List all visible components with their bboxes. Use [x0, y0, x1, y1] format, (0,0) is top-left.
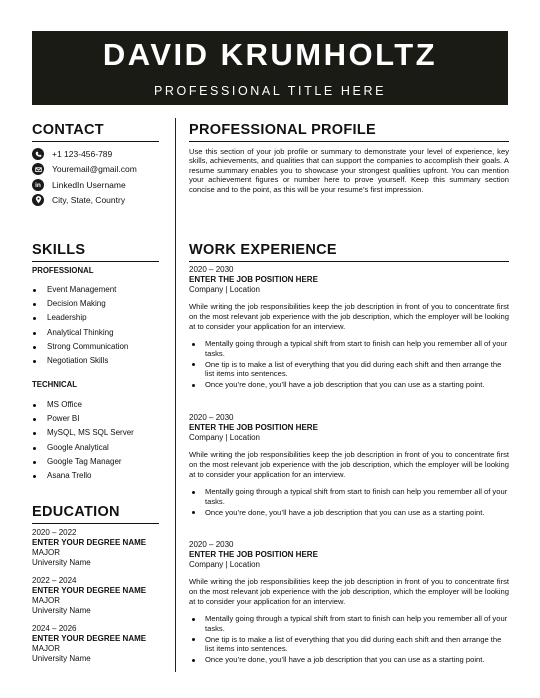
skill-item: MS Office: [32, 398, 134, 412]
job-bullet: Mentally going through a typical shift from start to finish can help you remember all of your tasks.: [189, 339, 509, 358]
job-title: ENTER THE JOB POSITION HERE: [189, 422, 318, 432]
job-entry: [189, 540, 509, 666]
education-rule: [32, 523, 159, 524]
contact-phone-text: +1 123-456-789: [52, 149, 113, 159]
job-bullet: One tip is to make a list of everything that you did during each shift and then arrange the list items into sentences.: [189, 360, 509, 379]
education-entry: [32, 624, 172, 664]
contact-email: [32, 162, 137, 176]
contact-heading: CONTACT: [32, 122, 104, 138]
linkedin-icon: in: [32, 179, 44, 191]
job-company: Company | Location: [189, 559, 261, 569]
experience-heading: WORK EXPERIENCE: [189, 242, 337, 258]
experience-rule: [189, 261, 509, 262]
profile-heading: PROFESSIONAL PROFILE: [189, 122, 377, 138]
job-bullet: One tip is to make a list of everything that you did during each shift and then arrange the list items into sentences.: [189, 635, 509, 654]
skill-item: MySQL, MS SQL Server: [32, 426, 134, 440]
skill-item: Strong Communication: [32, 340, 128, 354]
degree-name: ENTER YOUR DEGREE NAME: [32, 586, 147, 595]
contact-rule: [32, 141, 159, 142]
job-bullet: Once you’re done, you’ll have a job description that you can use as a starting point.: [189, 655, 509, 665]
skill-item: Asana Trello: [32, 469, 134, 483]
contact-location-text: City, State, Country: [52, 195, 126, 205]
job-description: While writing the job responsibilities keep the job description in front of you to concentrate first on the most relevant job experience with the job description, which the employer will be looking at to consider your application for an interview.: [189, 302, 509, 332]
contact-linkedin-text: LinkedIn Username: [52, 180, 126, 190]
job-entry: [189, 265, 509, 391]
professional-skills-list: [32, 283, 128, 368]
job-entry: [189, 413, 509, 519]
degree-name: ENTER YOUR DEGREE NAME: [32, 538, 147, 547]
education-entry: [32, 576, 172, 616]
skill-item: Event Management: [32, 283, 128, 297]
skill-item: Leadership: [32, 311, 128, 325]
degree-major: MAJOR: [32, 548, 60, 557]
contact-location: [32, 193, 125, 207]
university-name: University Name: [32, 606, 91, 615]
skills-professional-label: PROFESSIONAL: [32, 266, 94, 275]
job-company: Company | Location: [189, 284, 261, 294]
education-dates: 2024 – 2026: [32, 624, 77, 633]
degree-major: MAJOR: [32, 596, 60, 605]
column-divider: [175, 118, 176, 672]
contact-email-text: Youremail@gmail.com: [52, 164, 137, 174]
job-dates: 2020 – 2030: [189, 265, 234, 274]
degree-name: ENTER YOUR DEGREE NAME: [32, 634, 147, 643]
skill-item: Negotiation Skills: [32, 354, 128, 368]
job-company: Company | Location: [189, 432, 261, 442]
skill-item: Decision Making: [32, 297, 128, 311]
skill-item: Google Analytical: [32, 441, 134, 455]
email-icon: [32, 163, 44, 175]
job-bullets: [189, 487, 509, 517]
contact-phone: [32, 147, 112, 161]
education-dates: 2020 – 2022: [32, 528, 77, 537]
resume-header: [32, 31, 508, 105]
skills-heading: SKILLS: [32, 242, 86, 258]
degree-major: MAJOR: [32, 644, 60, 653]
job-bullet: Mentally going through a typical shift from start to finish can help you remember all of your tasks.: [189, 614, 509, 633]
job-description: While writing the job responsibilities keep the job description in front of you to concentrate first on the most relevant job experience with the job description, which the employer will be looking at to consider your application for an interview.: [189, 450, 509, 480]
skill-item: Google Tag Manager: [32, 455, 134, 469]
contact-linkedin: [32, 178, 126, 192]
job-dates: 2020 – 2030: [189, 540, 234, 549]
job-bullet: Mentally going through a typical shift from start to finish can help you remember all of your tasks.: [189, 487, 509, 506]
skills-technical-label: TECHNICAL: [32, 380, 78, 389]
skill-item: Analytical Thinking: [32, 326, 128, 340]
job-bullets: [189, 614, 509, 664]
location-pin-icon: [32, 194, 44, 206]
job-title: ENTER THE JOB POSITION HERE: [189, 274, 318, 284]
job-bullets: [189, 339, 509, 389]
education-entry: [32, 528, 172, 568]
technical-skills-list: [32, 398, 134, 483]
university-name: University Name: [32, 654, 91, 663]
professional-title: PROFESSIONAL TITLE HERE: [153, 84, 387, 98]
job-title: ENTER THE JOB POSITION HERE: [189, 549, 318, 559]
profile-rule: [189, 141, 509, 142]
education-dates: 2022 – 2024: [32, 576, 77, 585]
job-dates: 2020 – 2030: [189, 413, 234, 422]
profile-summary: Use this section of your job profile or summary to demonstrate your level of experience, key skills, achievements, and qualities that can support the companies to accomplish their goals. A resume summary enables you to showcase your strongest qualities upfront. You can mention your achievement figures or number here to prove yourself. Keep this summary section concise and to the point, as this will be your resume’s first impression.: [189, 147, 509, 194]
education-heading: EDUCATION: [32, 504, 120, 520]
university-name: University Name: [32, 558, 91, 567]
phone-icon: [32, 148, 44, 160]
candidate-name: DAVID KRUMHOLTZ: [102, 37, 438, 72]
skill-item: Power BI: [32, 412, 134, 426]
job-bullet: Once you’re done, you’ll have a job description that you can use as a starting point.: [189, 508, 509, 518]
job-description: While writing the job responsibilities keep the job description in front of you to concentrate first on the most relevant job experience with the job description, which the employer will be looking at to consider your application for an interview.: [189, 577, 509, 607]
skills-rule: [32, 261, 159, 262]
job-bullet: Once you’re done, you’ll have a job description that you can use as a starting point.: [189, 380, 509, 390]
